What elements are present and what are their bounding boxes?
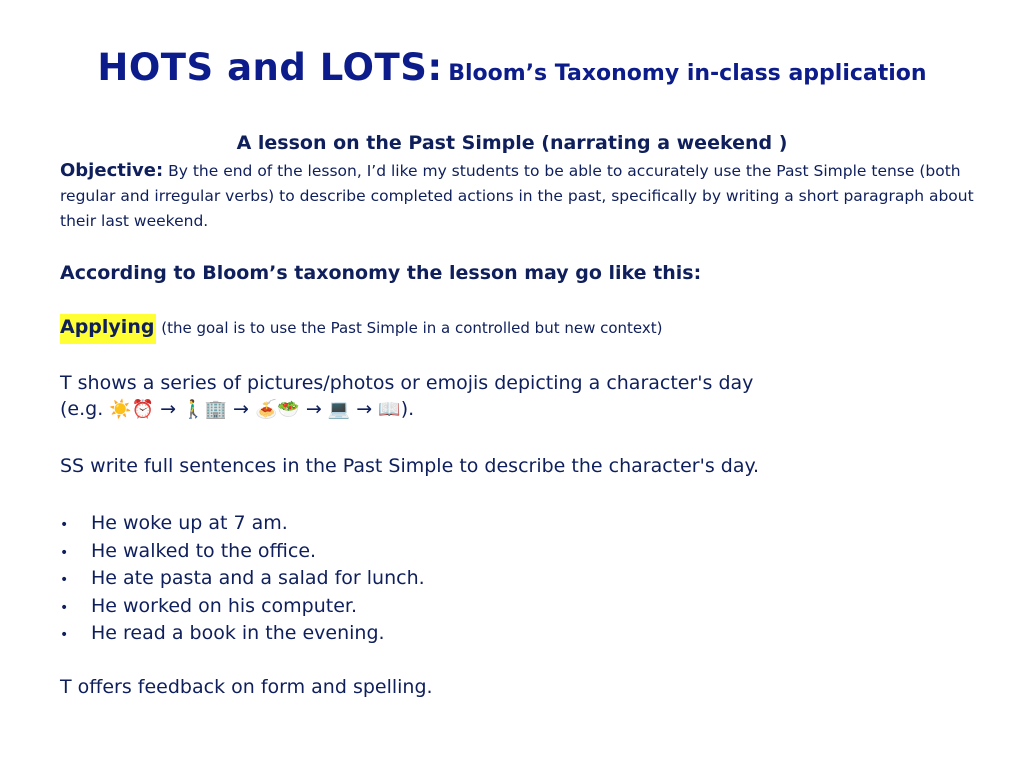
example-suffix: ). [400,398,415,420]
list-item [60,620,425,648]
walk-office-icon: 🚶‍♂️🏢 [182,399,227,420]
stage-row [60,314,663,344]
stage-name-highlight: Applying [60,314,156,344]
bullet-icon: • [60,544,69,561]
arrow-icon: → [233,398,249,420]
sentence-list [60,510,425,648]
sentence-text: He walked to the office. [91,539,317,562]
stage-note: (the goal is to use the Past Simple in a controlled but new context) [161,319,663,337]
objective-label: Objective: [60,160,164,181]
list-item [60,565,425,593]
emoji-example [60,398,414,420]
sentence-text: He worked on his computer. [91,594,357,617]
title-sub: Bloom’s Taxonomy in-class application [448,61,927,86]
list-item [60,593,425,621]
bullet-icon: • [60,627,69,643]
feedback-step: T offers feedback on form and spelling. [60,676,433,698]
pasta-salad-icon: 🍝🥗 [254,399,300,420]
sentence-text: He ate pasta and a salad for lunch. [91,567,425,589]
bullet-icon: • [60,572,69,588]
according-heading: According to Bloom’s taxonomy the lesson may go like this: [60,262,702,284]
computer-icon: 💻 [327,399,351,420]
slide-title [0,46,1024,89]
list-item [60,538,425,566]
example-prefix: (e.g. [60,398,104,420]
sentence-text: He read a book in the evening. [91,622,385,644]
arrow-icon: → [160,398,177,420]
arrow-icon: → [305,398,322,420]
list-item [60,510,425,538]
bullet-icon: • [60,599,69,616]
sentence-text: He woke up at 7 am. [91,512,288,534]
students-step: SS write full sentences in the Past Simple to describe the character's day. [60,455,760,477]
teacher-step: T shows a series of pictures/photos or emojis depicting a character's day [60,372,754,394]
title-main: HOTS and LOTS: [97,46,443,89]
arrow-icon: → [356,398,373,420]
lesson-heading: A lesson on the Past Simple (narrating a weekend ) [236,132,788,154]
objective-text: By the end of the lesson, I’d like my students to be able to accurately use the Past Simple tense (both regular and irregular verbs) to describe completed actions in the past, specifically by writing a short paragraph about their last weekend. [60,162,974,230]
book-icon: 📖 [378,399,401,420]
sun-alarm-icon: ☀️⏰ [109,399,155,420]
bullet-icon: • [60,517,69,533]
objective-paragraph [60,158,980,234]
